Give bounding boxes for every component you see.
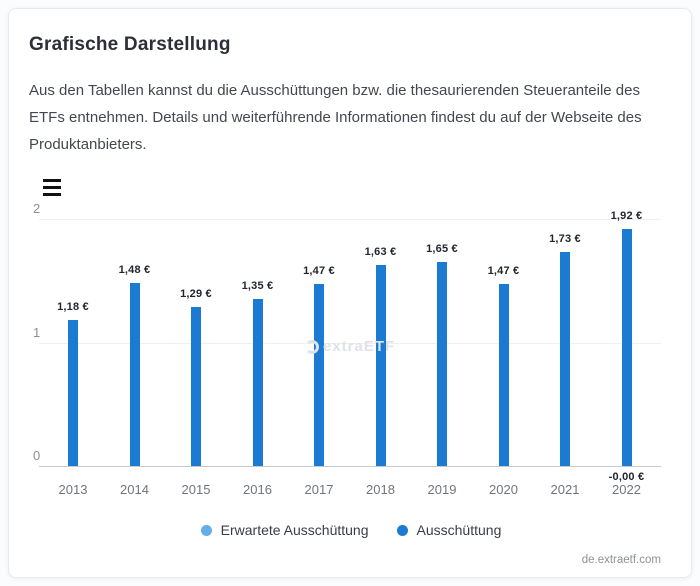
x-axis-label-2020: 2020 — [489, 482, 518, 497]
bar-ausschüttung-2022[interactable] — [622, 229, 632, 466]
y-axis-label-1: 1 — [33, 324, 41, 340]
bar-ausschüttung-2019[interactable] — [437, 262, 447, 466]
x-axis-label-2013: 2013 — [58, 482, 88, 497]
value-label-2014: 1,48 € — [118, 264, 151, 277]
x-axis-label-2014: 2014 — [120, 482, 149, 497]
hamburger-menu-icon — [43, 193, 61, 196]
extraetf-watermark — [305, 338, 395, 355]
x-axis-label-2022: 2022 — [612, 482, 641, 497]
value-label-2022: 1,92 € — [610, 209, 643, 222]
legend-item-erwartete-ausschüttung[interactable] — [201, 522, 369, 538]
x-axis-label-2019: 2019 — [427, 482, 457, 497]
bar-ausschüttung-2021[interactable] — [560, 252, 570, 466]
y-axis-label-2: 2 — [33, 201, 41, 216]
gridline-y2 — [39, 219, 661, 220]
value-label-2020: 1,47 € — [487, 265, 520, 278]
x-axis-label-2018: 2018 — [366, 482, 395, 497]
hamburger-menu-icon — [43, 179, 61, 182]
bar-ausschüttung-2014[interactable] — [130, 283, 140, 466]
gridline-y0 — [39, 466, 661, 467]
value-label-2017: 1,47 € — [303, 265, 335, 278]
bar-ausschüttung-2020[interactable] — [499, 284, 509, 466]
bar-ausschüttung-2013[interactable] — [68, 320, 78, 466]
value-label-2019: 1,65 € — [426, 243, 458, 256]
bar-ausschüttung-2016[interactable] — [253, 299, 263, 466]
hamburger-menu-icon — [43, 186, 61, 189]
legend-item-ausschüttung[interactable] — [397, 522, 502, 538]
x-axis-label-2017: 2017 — [304, 482, 334, 497]
source-url: de.extraetf.com — [581, 554, 661, 566]
section-description: Aus den Tabellen kannst du die Ausschüttungen bzw. die thesaurierenden Steueranteile des ETFs entnehmen. Details und weiterführende Informationen findest du auf der Webseite des Produktanbieters. — [29, 82, 642, 153]
value-label-2015: 1,29 € — [180, 287, 212, 300]
legend-dot-icon — [397, 525, 408, 536]
value-label-2016: 1,35 € — [241, 280, 274, 293]
x-axis-label-2021: 2021 — [550, 482, 580, 497]
value-label-2018: 1,63 € — [364, 245, 397, 258]
chart-legend — [9, 522, 693, 538]
value-label-erwartete-ausschüttung-2022: -0,00 € — [608, 471, 645, 483]
bar-ausschüttung-2018[interactable] — [376, 265, 386, 466]
bar-ausschüttung-2017[interactable] — [314, 284, 324, 466]
extraetf-logo-icon — [305, 340, 319, 354]
legend-label: Erwartete Ausschüttung — [220, 522, 369, 538]
bar-ausschüttung-2015[interactable] — [191, 307, 201, 466]
legend-dot-icon — [201, 525, 212, 536]
y-axis-label-0: 0 — [33, 448, 41, 463]
page-title: Grafische Darstellung — [29, 34, 231, 55]
value-label-2013: 1,18 € — [57, 301, 89, 314]
watermark-text: extraETF — [323, 338, 396, 355]
graphic-display-card — [8, 8, 692, 578]
x-axis-label-2015: 2015 — [181, 482, 211, 497]
legend-label: Ausschüttung — [416, 522, 502, 538]
chart-context-menu-button[interactable] — [41, 175, 65, 199]
x-axis-label-2016: 2016 — [243, 482, 272, 497]
value-label-2021: 1,73 € — [549, 233, 581, 246]
